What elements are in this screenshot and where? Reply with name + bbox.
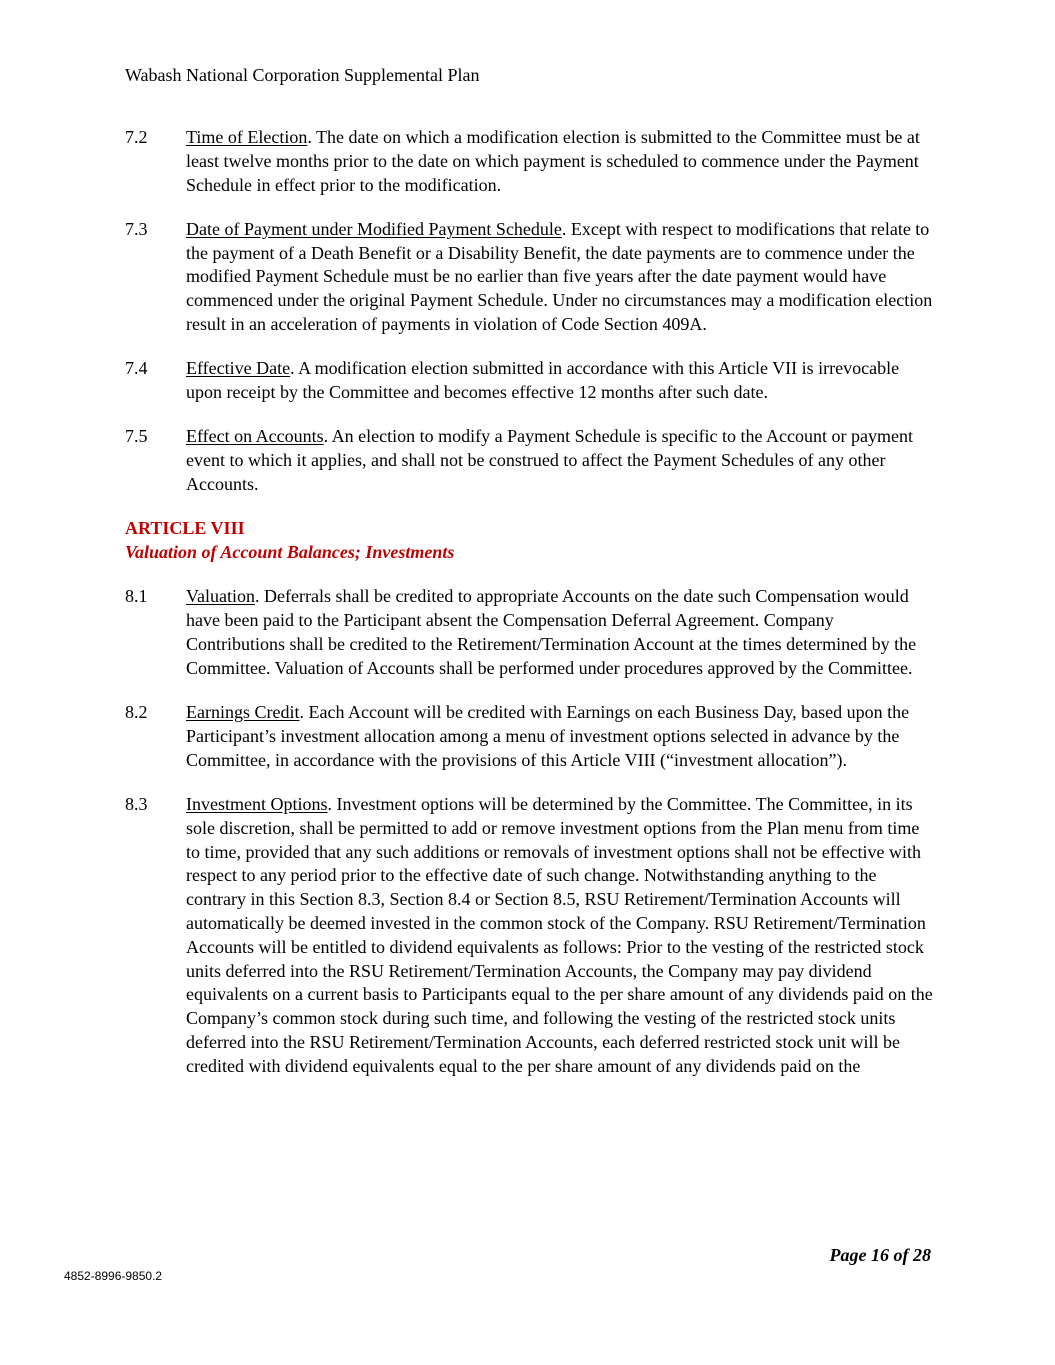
section-8-3 — [125, 793, 933, 1079]
section-body — [186, 793, 933, 1079]
page-number: Page 16 of 28 — [829, 1245, 931, 1265]
section-text: . The date on which a modification election is submitted to the Committee must be at least twelve months prior to the date on which payment is scheduled to commence under the Payment Schedule in effect prior to the modification. — [186, 127, 920, 195]
section-body — [186, 218, 933, 337]
section-body — [186, 126, 933, 197]
section-title: Earnings Credit — [186, 702, 300, 723]
section-title: Effect on Accounts — [186, 426, 324, 447]
article-heading: ARTICLE VIII — [125, 518, 245, 539]
section-title: Date of Payment under Modified Payment Schedule — [186, 218, 562, 239]
section-text: . Each Account will be credited with Earnings on each Business Day, based upon the Participant’s investment allocation among a menu of investment options selected in advance by the Committee, in accordance with the provisions of this Article VIII (“investment allocation”). — [186, 702, 910, 770]
running-header: Wabash National Corporation Supplemental Plan — [125, 65, 480, 85]
section-number: 7.4 — [125, 358, 148, 379]
section-number: 7.5 — [125, 426, 148, 447]
section-7-4 — [125, 357, 933, 405]
section-number: 8.3 — [125, 794, 148, 815]
section-8-1 — [125, 585, 933, 680]
section-number: 7.2 — [125, 127, 148, 147]
section-8-2 — [125, 701, 933, 772]
section-number: 7.3 — [125, 218, 148, 239]
section-text: . A modification election submitted in accordance with this Article VII is irrevocable upon receipt by the Committee and becomes effective 12 months after such date. — [186, 358, 900, 403]
section-title: Valuation — [186, 586, 255, 607]
article-subheading: Valuation of Account Balances; Investments — [125, 542, 455, 563]
section-7-2 — [125, 126, 933, 197]
section-body — [186, 357, 933, 405]
section-title: Time of Election — [186, 127, 308, 147]
section-7-5 — [125, 425, 933, 496]
section-body — [186, 425, 933, 496]
section-text: . An election to modify a Payment Schedule is specific to the Account or payment event to which it applies, and shall not be construed to affect the Payment Schedules of any other Accounts. — [186, 426, 913, 495]
article-heading-block — [125, 517, 933, 565]
section-number: 8.1 — [125, 586, 148, 607]
page-body — [125, 126, 933, 1099]
section-text: . Except with respect to modifications that relate to the payment of a Death Benefit or a Disability Benefit, the date payments are to commence under the modified Payment Schedule must be no earlier than five years after the date payment would have commenced under the original Payment Schedule. Under no circumstances may a modification election result in an acceleration of payments in violation of Code Section 409A. — [186, 218, 933, 335]
section-body — [186, 585, 933, 680]
section-text: . Deferrals shall be credited to appropriate Accounts on the date such Compensation would have been paid to the Participant absent the Compensation Deferral Agreement. Company Contributions shall be credited to the Retirement/Termination Account at the times determined by the Committee. Valuation of Accounts shall be performed under procedures approved by the Committee. — [186, 586, 917, 678]
section-title: Investment Options — [186, 794, 328, 815]
section-text: . Investment options will be determined by the Committee. The Committee, in its sole discretion, shall be permitted to add or remove investment options from the Plan menu from time to time, provided that any such additions or removals of investment options shall not be effective with respect to any period prior to the effective date of such change. Notwithstanding anything to the contrary in this Section 8.3, Section 8.4 or Section 8.5, RSU Retirement/Termination Accounts will automatically be deemed invested in the common stock of the Company. RSU Retirement/Termination Accounts will be entitled to dividend equivalents as follows: Prior to the vesting of the restricted stock units deferred into the RSU Retirement/Termination Accounts, the Company may pay dividend equivalents on a current basis to Participants equal to the per share amount of any dividends paid on the Company’s common stock during such time, and following the vesting of the restricted stock units deferred into the RSU Retirement/Termination Accounts, each deferred restricted stock unit will be credited with dividend equivalents equal to the per share amount of any dividends paid on the — [186, 794, 933, 1076]
document-id: 4852-8996-9850.2 — [64, 1269, 163, 1283]
section-title: Effective Date — [186, 358, 291, 379]
section-7-3 — [125, 218, 933, 337]
section-number: 8.2 — [125, 702, 148, 723]
section-body — [186, 701, 933, 772]
